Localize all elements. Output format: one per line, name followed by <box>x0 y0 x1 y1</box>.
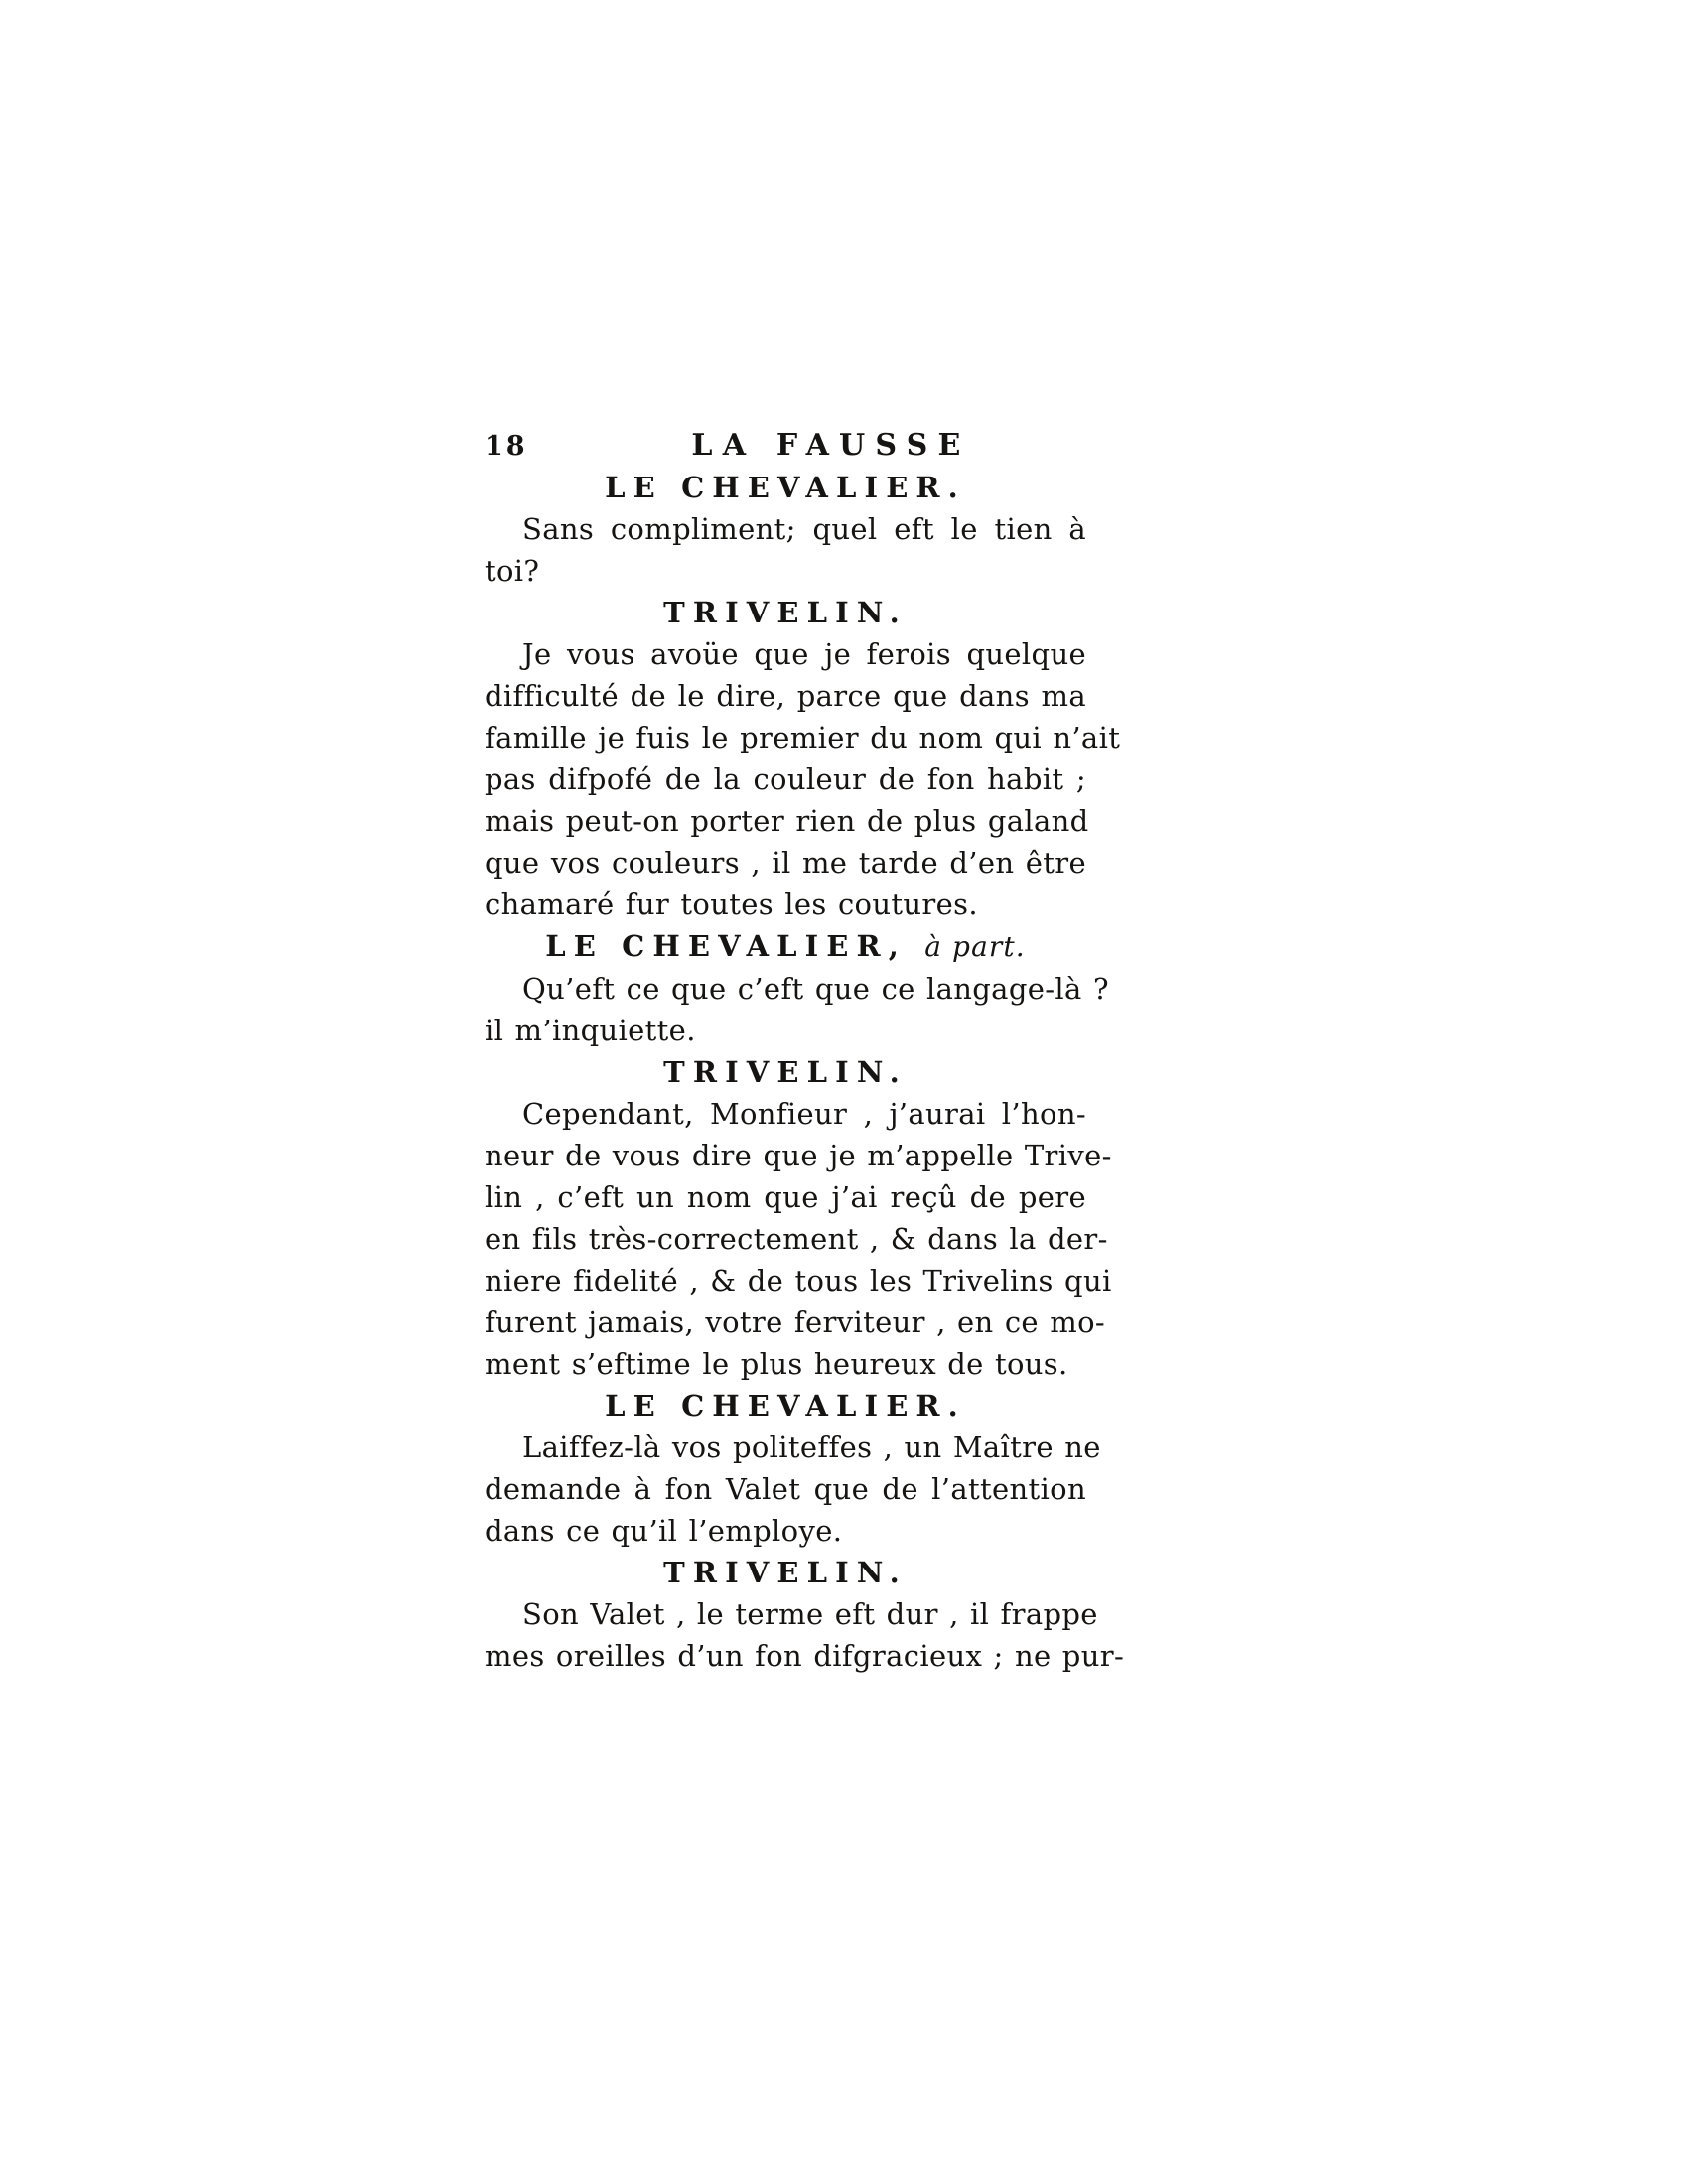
text-line: mes oreilles d’un fon difgracieux ; ne pur- <box>485 1639 1125 1673</box>
text-line: chamaré fur toutes les coutures. <box>485 887 978 921</box>
text-line: Sans compliment; quel eft le tien à <box>522 512 1086 546</box>
page-header <box>485 425 1086 467</box>
text-line: lin , c’eft un nom que j’ai reçû de pere <box>485 1180 1086 1214</box>
text-line: mais peut-on porter rien de plus galand <box>485 804 1089 838</box>
text-line: en fils très-correctement , & dans la der- <box>485 1222 1108 1256</box>
speaker-heading: TRIVELIN. <box>663 1556 908 1589</box>
page-number: 18 <box>485 431 528 462</box>
text-line: niere fidelité , & de tous les Trivelins qui <box>485 1264 1112 1297</box>
text-line: famille je fuis le premier du nom qui n’ait <box>485 721 1121 754</box>
speaker-heading: TRIVELIN. <box>663 1055 908 1089</box>
text-line: toi? <box>485 554 540 588</box>
running-title: LA FAUSSE <box>691 428 971 463</box>
text-line: pas difpofé de la couleur de fon habit ; <box>485 762 1086 796</box>
text-line: demande à fon Valet que de l’attention <box>485 1472 1086 1506</box>
text-line: difficulté de le dire, parce que dans ma <box>485 679 1086 713</box>
speaker-heading: TRIVELIN. <box>663 596 908 629</box>
text-line: Je vous avoüe que je ferois quelque <box>522 637 1086 671</box>
text-line: Laiffez-là vos politeffes , un Maître ne <box>522 1431 1101 1464</box>
text-line: furent jamais, votre ferviteur , en ce mo- <box>485 1305 1106 1339</box>
text-line: Qu’eft ce que c’eft que ce langage-là ? <box>522 972 1109 1006</box>
text-line: dans ce qu’il l’employe. <box>485 1514 843 1548</box>
speaker-heading <box>485 925 1086 968</box>
text-line: que vos couleurs , il me tarde d’en être <box>485 846 1086 880</box>
text-line: Cependant, Monfieur , j’aurai l’hon- <box>522 1097 1086 1131</box>
book-page <box>485 425 1125 1677</box>
text-line: neur de vous dire que je m’appelle Trive- <box>485 1139 1112 1172</box>
speaker-heading: LE CHEVALIER. <box>605 471 966 504</box>
speaker-name: LE CHEVALIER, <box>545 929 907 963</box>
speaker-heading: LE CHEVALIER. <box>605 1389 966 1423</box>
text-line: Son Valet , le terme eft dur , il frappe <box>522 1597 1098 1631</box>
text-line: il m’inquiette. <box>485 1014 696 1047</box>
text-line: ment s’eftime le plus heureux de tous. <box>485 1347 1068 1381</box>
stage-direction: à part. <box>924 930 1026 963</box>
